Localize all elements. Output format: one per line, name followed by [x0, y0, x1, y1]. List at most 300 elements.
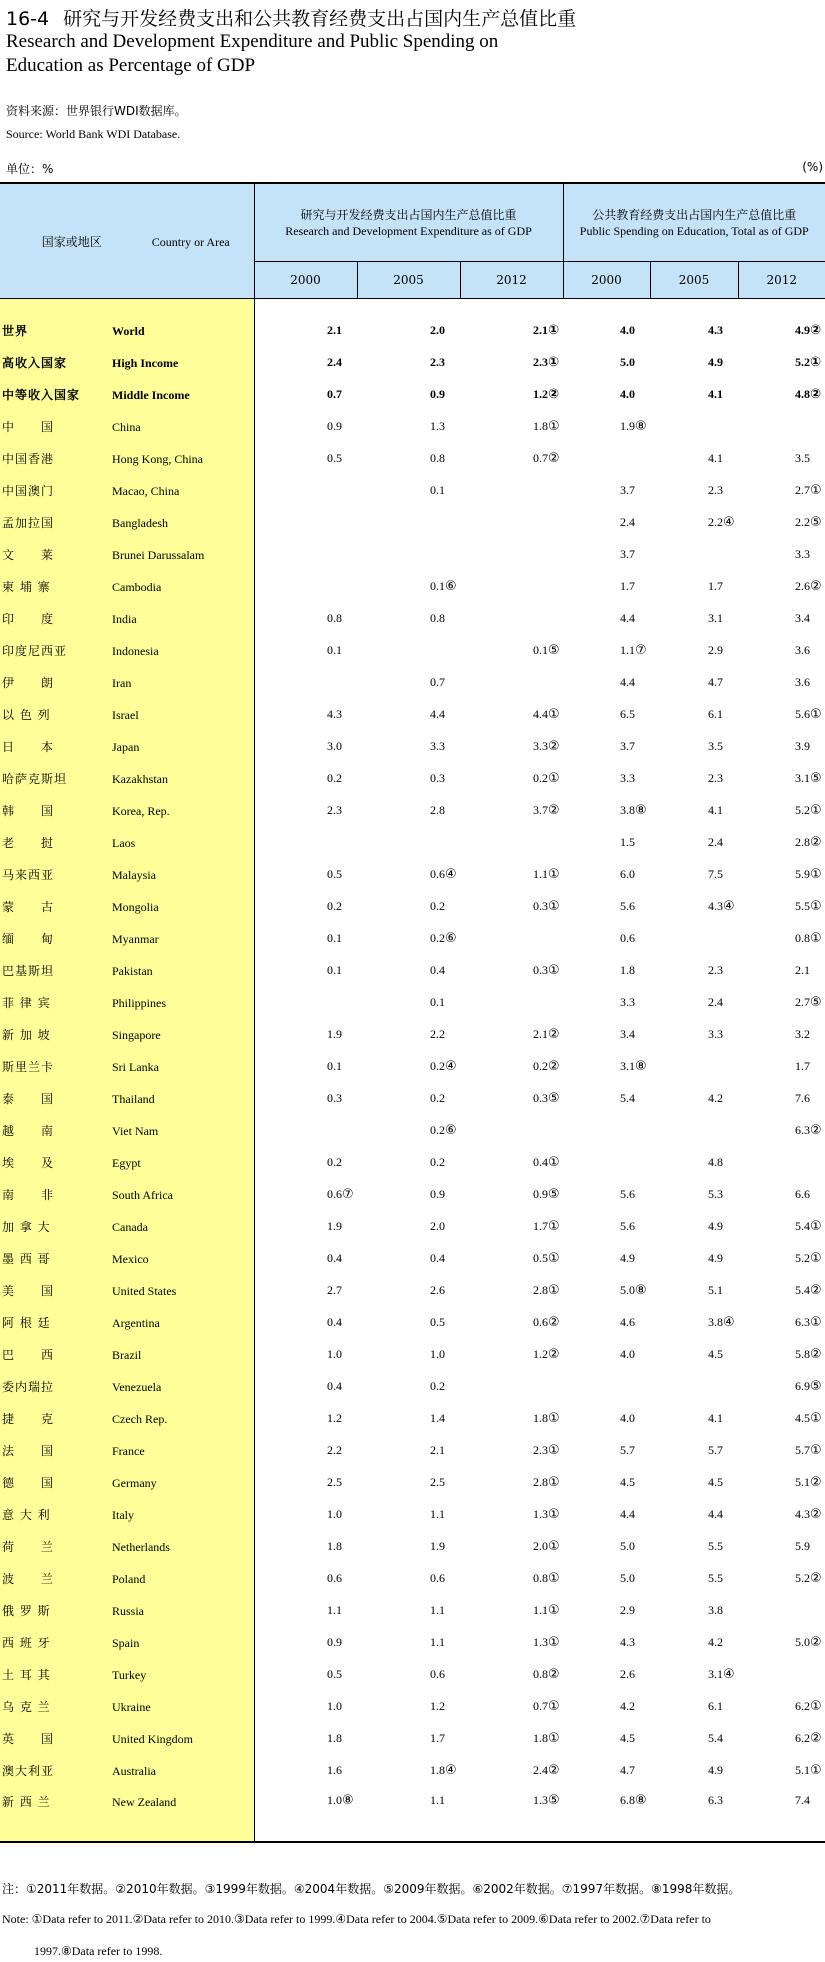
- footnote-marker: ⑤: [810, 770, 822, 786]
- value-cell: [738, 410, 825, 442]
- value-number: 2.8: [533, 1282, 548, 1297]
- value-number: 2.3: [533, 354, 548, 369]
- value-cell: [254, 410, 357, 442]
- value-number: 6.3: [708, 1793, 723, 1807]
- value-number: 0.4: [533, 1154, 548, 1169]
- footnote-marker: ④: [723, 514, 735, 530]
- value-number: 4.2: [708, 1090, 723, 1105]
- value-number: 5.6: [620, 1218, 635, 1233]
- footnote-marker: ⑥: [445, 1122, 457, 1138]
- table-row: [0, 1274, 825, 1306]
- value-number: 5.0: [620, 1538, 635, 1553]
- value-cell: [563, 442, 650, 474]
- table-body: [0, 299, 825, 1843]
- value-cell: [357, 858, 460, 890]
- value-cell: [357, 506, 460, 538]
- table-row: [0, 346, 825, 378]
- value-number: 3.6: [795, 674, 811, 689]
- value-number: 2.3: [708, 770, 723, 785]
- table-number: 16-4: [6, 8, 50, 30]
- value-cell: [254, 1722, 357, 1754]
- value-number: 1.9: [620, 418, 635, 433]
- value-number: 0.2: [430, 1090, 445, 1105]
- value-cell: [357, 954, 460, 986]
- value-number: 3.3: [620, 994, 635, 1009]
- value-number: 0.3: [430, 770, 445, 785]
- footnote-marker: ①: [810, 898, 822, 914]
- value-cell: [460, 986, 563, 1018]
- value-number: 2.6: [430, 1282, 445, 1297]
- table-row: [0, 474, 825, 506]
- value-cell: [563, 794, 650, 826]
- country-name-en: Japan: [112, 739, 140, 754]
- value-cell: [650, 1082, 738, 1114]
- footnote-marker: ①: [548, 770, 560, 786]
- value-cell: [357, 1114, 460, 1146]
- value-number: 5.5: [795, 898, 811, 913]
- value-number: 1.0: [430, 1346, 445, 1361]
- value-number: 0.8: [533, 1666, 548, 1681]
- value-cell: [738, 1146, 825, 1178]
- value-cell: [254, 442, 357, 474]
- value-cell: [563, 1786, 650, 1842]
- value-number: 4.5: [620, 1474, 635, 1489]
- value-cell: [357, 1082, 460, 1114]
- table-row: [0, 1530, 825, 1562]
- country-cell: [0, 954, 254, 986]
- value-cell: [738, 538, 825, 570]
- value-cell: [460, 1690, 563, 1722]
- value-number: 5.4: [795, 1218, 811, 1233]
- country-name-cn: 斯里兰卡: [2, 1059, 55, 1074]
- value-cell: [563, 1018, 650, 1050]
- value-cell: [460, 602, 563, 634]
- value-number: 1.0: [327, 1506, 342, 1521]
- value-cell: [650, 442, 738, 474]
- value-number: 2.5: [430, 1474, 445, 1489]
- footnote-marker: ①: [810, 1698, 822, 1714]
- country-name-en: South Africa: [112, 1187, 173, 1202]
- table-row: [0, 410, 825, 442]
- value-cell: [460, 1178, 563, 1210]
- value-number: 2.7: [795, 482, 811, 497]
- value-number: 0.7: [533, 1698, 548, 1713]
- value-number: 1.1: [533, 1602, 548, 1617]
- value-number: 4.4: [620, 674, 635, 689]
- country-name-cn: 德 国: [2, 1475, 55, 1490]
- country-cell: [0, 1402, 254, 1434]
- footnote-marker: ②: [548, 1666, 560, 1682]
- value-number: 1.7: [533, 1218, 548, 1233]
- value-number: 4.1: [708, 386, 723, 401]
- value-number: 4.9: [708, 1250, 723, 1265]
- value-number: 5.9: [795, 1538, 811, 1553]
- value-cell: [460, 1274, 563, 1306]
- value-number: 0.5: [430, 1314, 445, 1329]
- country-cell: [0, 858, 254, 890]
- value-number: 5.7: [795, 1442, 811, 1457]
- value-cell: [650, 986, 738, 1018]
- footnote-marker: ②: [548, 450, 560, 466]
- country-name-en: United States: [112, 1283, 177, 1298]
- footnote-marker: ①: [548, 1602, 560, 1618]
- value-cell: [460, 538, 563, 570]
- country-name-cn: 巴 西: [2, 1347, 55, 1362]
- country-name-cn: 中等收入国家: [2, 387, 81, 402]
- footnote-marker: ①: [548, 418, 560, 434]
- country-cell: [0, 730, 254, 762]
- table-row: [0, 954, 825, 986]
- country-cell: [0, 506, 254, 538]
- value-number: 2.9: [620, 1602, 635, 1617]
- country-name-cn: 新 西 兰: [2, 1795, 51, 1809]
- country-name-en: Macao, China: [112, 483, 180, 498]
- value-number: 5.0: [620, 354, 635, 369]
- value-cell: [738, 506, 825, 538]
- value-number: 3.7: [620, 738, 635, 753]
- footnote-marker: ④: [723, 898, 735, 914]
- country-name-en: Malaysia: [112, 867, 156, 882]
- value-number: 3.3: [708, 1026, 723, 1041]
- value-cell: [563, 602, 650, 634]
- value-cell: [650, 602, 738, 634]
- table-row: [0, 1690, 825, 1722]
- country-name-cn: 法 国: [2, 1443, 55, 1458]
- table-row: [0, 1178, 825, 1210]
- country-name-en: Australia: [112, 1763, 156, 1778]
- table-row: [0, 1498, 825, 1530]
- value-cell: [254, 474, 357, 506]
- value-cell: [460, 1786, 563, 1842]
- value-number: 0.1: [430, 578, 445, 593]
- value-number: 4.5: [708, 1346, 723, 1361]
- value-cell: [460, 1146, 563, 1178]
- value-number: 0.9: [430, 386, 445, 401]
- value-cell: [357, 314, 460, 346]
- value-cell: [357, 1594, 460, 1626]
- value-number: 2.2: [795, 514, 811, 529]
- footnote-marker: ④: [445, 866, 457, 882]
- footnote-marker: ①: [810, 1442, 822, 1458]
- value-number: 2.0: [430, 1218, 445, 1233]
- value-cell: [563, 1370, 650, 1402]
- value-cell: [357, 826, 460, 858]
- value-number: 1.6: [327, 1762, 342, 1777]
- value-cell: [738, 1498, 825, 1530]
- value-cell: [357, 762, 460, 794]
- value-cell: [254, 1594, 357, 1626]
- table-title-en-line2: Education as Percentage of GDP: [6, 55, 256, 76]
- value-number: 1.9: [327, 1026, 342, 1041]
- country-cell: [0, 1114, 254, 1146]
- value-cell: [254, 1146, 357, 1178]
- value-number: 0.4: [327, 1314, 342, 1329]
- value-number: 1.2: [430, 1698, 445, 1713]
- country-name-en: Canada: [112, 1219, 148, 1234]
- value-cell: [460, 954, 563, 986]
- value-number: 2.4: [327, 354, 342, 369]
- value-number: 6.6: [795, 1186, 811, 1201]
- value-cell: [738, 314, 825, 346]
- footnote-marker: ①: [548, 322, 560, 338]
- country-name-cn: 蒙 古: [2, 899, 55, 914]
- country-name-cn: 孟加拉国: [2, 515, 55, 530]
- value-cell: [650, 1178, 738, 1210]
- value-cell: [357, 1178, 460, 1210]
- table-row: [0, 1402, 825, 1434]
- value-cell: [357, 922, 460, 954]
- value-cell: [563, 1050, 650, 1082]
- country-name-en: Netherlands: [112, 1539, 170, 1554]
- value-number: 4.0: [620, 1410, 635, 1425]
- value-number: 0.2: [430, 1378, 445, 1393]
- value-cell: [650, 378, 738, 410]
- value-cell: [738, 1754, 825, 1786]
- value-cell: [650, 1210, 738, 1242]
- value-number: 0.6: [327, 1186, 342, 1201]
- value-number: 5.2: [795, 1570, 811, 1585]
- footnote-marker: ①: [548, 1698, 560, 1714]
- value-cell: [650, 1658, 738, 1690]
- value-number: 6.2: [795, 1698, 811, 1713]
- value-cell: [650, 1594, 738, 1626]
- footnote-marker: ①: [548, 1570, 560, 1586]
- value-cell: [357, 1722, 460, 1754]
- country-name-en: World: [112, 323, 145, 338]
- value-number: 0.3: [533, 898, 548, 913]
- value-cell: [650, 762, 738, 794]
- value-cell: [460, 762, 563, 794]
- table-row: [0, 1306, 825, 1338]
- value-cell: [460, 1530, 563, 1562]
- country-name-en: Bangladesh: [112, 515, 168, 530]
- value-cell: [738, 730, 825, 762]
- value-cell: [738, 570, 825, 602]
- value-number: 0.8: [430, 610, 445, 625]
- country-cell: [0, 1498, 254, 1530]
- value-number: 0.6: [620, 930, 635, 945]
- value-number: 4.4: [620, 610, 635, 625]
- footnote-marker: ①: [810, 482, 822, 498]
- value-number: 5.3: [708, 1186, 723, 1201]
- value-cell: [650, 698, 738, 730]
- value-number: 3.7: [533, 802, 548, 817]
- value-number: 1.8: [430, 1762, 445, 1777]
- value-cell: [738, 1402, 825, 1434]
- value-number: 5.7: [620, 1442, 635, 1457]
- table-row: [0, 378, 825, 410]
- table-row: [0, 890, 825, 922]
- value-cell: [738, 1466, 825, 1498]
- value-cell: [650, 1722, 738, 1754]
- country-name-cn: 韩 国: [2, 803, 55, 818]
- country-name-en: Russia: [112, 1603, 145, 1618]
- country-name-en: Egypt: [112, 1155, 141, 1170]
- value-number: 0.1: [430, 482, 445, 497]
- value-cell: [460, 1114, 563, 1146]
- country-name-cn: 老 挝: [2, 835, 55, 850]
- country-cell: [0, 1242, 254, 1274]
- value-cell: [563, 538, 650, 570]
- table-row: [0, 1146, 825, 1178]
- value-cell: [254, 922, 357, 954]
- value-number: 6.3: [795, 1122, 811, 1137]
- country-cell: [0, 1210, 254, 1242]
- footnote-marker: ④: [723, 1666, 735, 1682]
- value-cell: [650, 858, 738, 890]
- table-row: [0, 1594, 825, 1626]
- value-number: 4.2: [620, 1698, 635, 1713]
- value-cell: [650, 826, 738, 858]
- value-cell: [738, 442, 825, 474]
- country-name-cn: 中 国: [2, 419, 55, 434]
- value-number: 0.1: [327, 642, 342, 657]
- value-cell: [460, 1434, 563, 1466]
- value-cell: [738, 378, 825, 410]
- value-cell: [650, 506, 738, 538]
- value-cell: [460, 826, 563, 858]
- country-cell: [0, 794, 254, 826]
- value-number: 0.5: [327, 1666, 342, 1681]
- value-number: 0.9: [533, 1186, 548, 1201]
- country-cell: [0, 346, 254, 378]
- value-number: 0.8: [327, 610, 342, 625]
- value-cell: [254, 890, 357, 922]
- footnote-marker: ①: [810, 706, 822, 722]
- value-cell: [254, 1754, 357, 1786]
- value-number: 0.2: [430, 898, 445, 913]
- country-name-en: Argentina: [112, 1315, 160, 1330]
- footnote-marker: ②: [810, 1346, 822, 1362]
- value-number: 2.3: [327, 802, 342, 817]
- country-cell: [0, 1274, 254, 1306]
- value-number: 2.3: [533, 1442, 548, 1457]
- value-cell: [254, 698, 357, 730]
- value-number: 5.1: [708, 1282, 723, 1297]
- value-cell: [460, 410, 563, 442]
- value-cell: [357, 730, 460, 762]
- value-number: 2.4: [708, 994, 723, 1009]
- value-cell: [650, 1754, 738, 1786]
- value-number: 1.2: [533, 386, 548, 401]
- value-number: 4.4: [430, 706, 445, 721]
- value-number: 0.2: [533, 1058, 548, 1073]
- value-number: 4.7: [620, 1762, 635, 1777]
- value-number: 0.1: [327, 1058, 342, 1073]
- country-cell: [0, 1594, 254, 1626]
- country-name-en: Korea, Rep.: [112, 803, 170, 818]
- country-name-cn: 中国香港: [2, 451, 55, 466]
- country-name-cn: 埃 及: [2, 1155, 55, 1170]
- footnote-marker: ①: [548, 1474, 560, 1490]
- header-year: 2012: [738, 262, 825, 299]
- value-cell: [460, 442, 563, 474]
- value-cell: [254, 1370, 357, 1402]
- value-cell: [357, 698, 460, 730]
- country-cell: [0, 1050, 254, 1082]
- value-cell: [650, 314, 738, 346]
- footnote-marker: ⑦: [342, 1186, 354, 1202]
- country-name-en: Hong Kong, China: [112, 451, 203, 466]
- value-number: 0.2: [430, 1154, 445, 1169]
- table-row: [0, 1338, 825, 1370]
- value-cell: [357, 1530, 460, 1562]
- value-cell: [460, 346, 563, 378]
- country-cell: [0, 1306, 254, 1338]
- table-row: [0, 1626, 825, 1658]
- value-number: 4.5: [795, 1410, 811, 1425]
- value-cell: [460, 1242, 563, 1274]
- value-cell: [254, 1786, 357, 1842]
- value-number: 2.2: [327, 1442, 342, 1457]
- value-number: 4.1: [708, 450, 723, 465]
- value-cell: [357, 1466, 460, 1498]
- country-name-en: Czech Rep.: [112, 1411, 168, 1426]
- value-number: 1.1: [430, 1634, 445, 1649]
- value-cell: [254, 378, 357, 410]
- value-cell: [563, 1466, 650, 1498]
- value-cell: [650, 634, 738, 666]
- value-cell: [650, 1562, 738, 1594]
- value-number: 1.1: [430, 1793, 445, 1807]
- value-cell: [254, 730, 357, 762]
- footnote-marker: ②: [810, 1474, 822, 1490]
- table-row: [0, 1434, 825, 1466]
- table-row: [0, 1754, 825, 1786]
- value-cell: [738, 794, 825, 826]
- value-cell: [357, 1370, 460, 1402]
- country-cell: [0, 1530, 254, 1562]
- value-number: 0.2: [430, 1058, 445, 1073]
- value-cell: [254, 346, 357, 378]
- country-name-en: Thailand: [112, 1091, 155, 1106]
- value-cell: [738, 1338, 825, 1370]
- footnote-marker: ①: [810, 354, 822, 370]
- value-number: 1.1: [430, 1506, 445, 1521]
- value-number: 2.7: [795, 994, 811, 1009]
- country-cell: [0, 410, 254, 442]
- value-cell: [650, 570, 738, 602]
- table-row: [0, 1082, 825, 1114]
- value-number: 1.8: [327, 1730, 342, 1745]
- country-name-en: Pakistan: [112, 963, 153, 978]
- country-name-en: Brunei Darussalam: [112, 547, 205, 562]
- value-number: 2.0: [533, 1538, 548, 1553]
- value-number: 0.7: [327, 386, 342, 401]
- footnote-marker: ⑤: [810, 514, 822, 530]
- value-cell: [357, 1690, 460, 1722]
- value-cell: [254, 634, 357, 666]
- table-row: [0, 858, 825, 890]
- value-cell: [738, 1274, 825, 1306]
- spacer-row: [0, 299, 825, 315]
- value-number: 1.8: [533, 418, 548, 433]
- footnote-marker: ②: [810, 322, 822, 338]
- value-number: 2.1: [795, 962, 811, 977]
- value-number: 0.7: [533, 450, 548, 465]
- value-cell: [738, 1434, 825, 1466]
- value-number: 0.6: [430, 866, 445, 881]
- country-name-cn: 意 大 利: [2, 1507, 51, 1522]
- country-name-en: Israel: [112, 707, 139, 722]
- value-cell: [650, 1498, 738, 1530]
- value-number: 3.8: [708, 1314, 723, 1329]
- country-name-cn: 中国澳门: [2, 483, 55, 498]
- value-number: 1.9: [327, 1218, 342, 1233]
- value-cell: [254, 1114, 357, 1146]
- value-number: 2.3: [708, 482, 723, 497]
- value-cell: [563, 506, 650, 538]
